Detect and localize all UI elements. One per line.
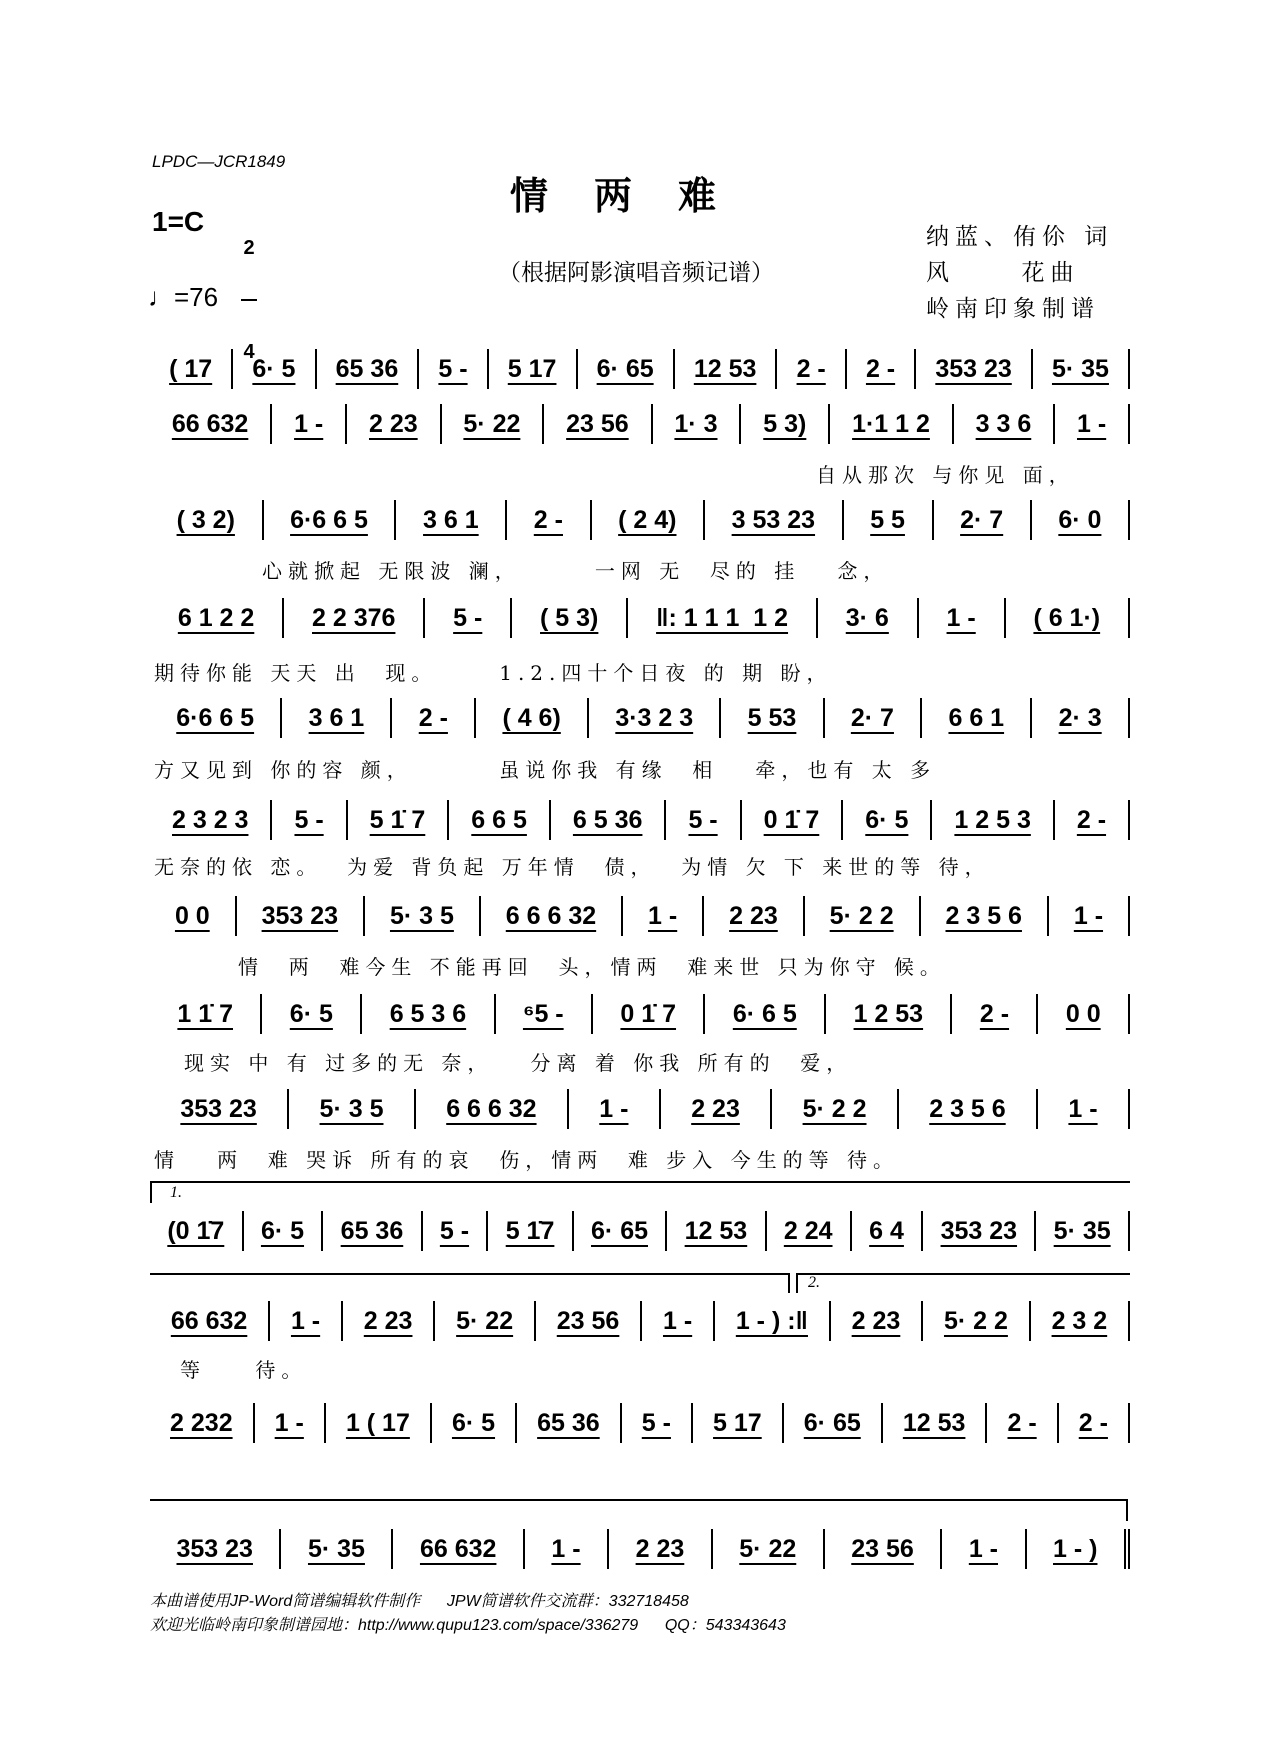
measure: 2· 7 (825, 698, 923, 738)
measure: 2 3 5 6 (899, 1089, 1038, 1129)
measure: 3·3 2 3 (589, 698, 721, 738)
measure: 0 1̇ 7 (593, 994, 705, 1034)
score-row (150, 1403, 1130, 1443)
volta-2-line (796, 1273, 1130, 1275)
measure: 2 23 (704, 896, 805, 936)
measure: 5 - (423, 1211, 489, 1251)
measure: 2 - (1059, 1403, 1130, 1443)
measure: 6· 5 (843, 800, 932, 840)
measure: ( 17 (150, 349, 233, 389)
measure: 2 23 (661, 1089, 772, 1129)
lyricist-credit: 纳蓝、侑伱 词 (926, 224, 1114, 250)
composer-credit: 风 花曲 (926, 260, 1080, 286)
measure: 1 - (1055, 404, 1130, 444)
measure: 66 632 (150, 404, 272, 444)
measure: 353 23 (237, 896, 365, 936)
measure: 5· 22 (442, 404, 545, 444)
measure: ( 4 6) (476, 698, 589, 738)
measure: 5· 35 (1033, 349, 1130, 389)
measure: 6 6 5 (449, 800, 551, 840)
arranger-credit: 岭南印象制谱 (926, 296, 1100, 322)
volta-2-label: 2. (808, 1274, 820, 1291)
measure: 6· 5 (262, 994, 362, 1034)
measure: 6 5 36 (551, 800, 667, 840)
measure: 2 23 (609, 1529, 713, 1569)
measure: 12 53 (675, 349, 778, 389)
measure: ( 5 3) (512, 598, 628, 638)
measure: 1 - (1049, 896, 1130, 936)
measure: 1 - (942, 1529, 1026, 1569)
score-row (150, 500, 1130, 540)
measure: 3· 6 (818, 598, 919, 638)
measure: 12 53 (667, 1211, 766, 1251)
measure: 5 - (666, 800, 741, 840)
measure: 1 - (919, 598, 1006, 638)
measure: 6·6 6 5 (150, 698, 282, 738)
measure: 2· 7 (934, 500, 1032, 540)
measure: 1 - (569, 1089, 661, 1129)
measure: 23 56 (825, 1529, 943, 1569)
measure: 2 - (952, 994, 1038, 1034)
measure: 66 632 (393, 1529, 524, 1569)
score-code: LPDC—JCR1849 (152, 152, 286, 171)
measure: 1 - (642, 1301, 715, 1341)
key-signature: 1=C (152, 206, 205, 237)
measure: 353 23 (150, 1089, 289, 1129)
volta-1-line-cont (150, 1273, 790, 1275)
measure: 1·1 1 2 (830, 404, 954, 444)
measure: 23 56 (544, 404, 652, 444)
measure: 5· 3 5 (365, 896, 481, 936)
measure: 5· 2 2 (772, 1089, 899, 1129)
measure: 1 - (623, 896, 704, 936)
measure: 6· 5 (432, 1403, 517, 1443)
measure: 3 53 23 (705, 500, 844, 540)
measure: 2 - (847, 349, 916, 389)
measure: 353 23 (923, 1211, 1036, 1251)
score-row (150, 698, 1130, 738)
volta-2-hook (796, 1273, 798, 1293)
measure: 65 36 (317, 349, 420, 389)
measure: 5 17 (489, 349, 578, 389)
measure: 2 3 2 3 (150, 800, 272, 840)
measure: 5 3) (741, 404, 830, 444)
measure: 1 - (255, 1403, 326, 1443)
measure: 6· 5 (233, 349, 316, 389)
measure: 5· 2 2 (805, 896, 921, 936)
score-row (150, 404, 1130, 444)
tempo-marking: ♩=76 (148, 282, 219, 312)
score-row (150, 1529, 1130, 1569)
measure: 6·6 6 5 (264, 500, 397, 540)
measure: 2 - (392, 698, 476, 738)
measure: 2 - (987, 1403, 1058, 1443)
measure: ( 6 1·) (1006, 598, 1130, 638)
measure: 0 1̇ 7 (742, 800, 844, 840)
measure: 3 3 6 (954, 404, 1055, 444)
measure: 6· 0 (1032, 500, 1130, 540)
measure: 6 5 3 6 (362, 994, 495, 1034)
measure: 5· 22 (713, 1529, 825, 1569)
measure: 6· 6 5 (705, 994, 826, 1034)
measure: 1· 3 (653, 404, 742, 444)
volta-1-hook (150, 1181, 152, 1203)
measure: 6 6 6 32 (416, 1089, 569, 1129)
measure: 2 - (1055, 800, 1130, 840)
measure: 5 5 (844, 500, 934, 540)
measure: 5 1̇7 (488, 1211, 573, 1251)
measure: ( 3 2) (150, 500, 264, 540)
lyrics-line: 无奈的依 恋。 为爱 背负起 万年情 债， 为情 欠 下 来世的等 待， (154, 855, 991, 879)
measure: 1 - (525, 1529, 609, 1569)
lyrics-line: 心就掀起 无限波 澜， 一网 无 尽的 挂 念， (262, 559, 890, 583)
measure: 65 36 (517, 1403, 622, 1443)
lyrics-line: 期待你能 天天 出 现。 1.2.四十个日夜 的 期 盼， (154, 661, 833, 685)
score-row (150, 598, 1130, 638)
measure: 3 6 1 (396, 500, 507, 540)
measure: 6· 65 (784, 1403, 883, 1443)
measure: 6· 65 (574, 1211, 668, 1251)
measure: 6 4 (852, 1211, 923, 1251)
score-row (150, 800, 1130, 840)
measure: 2 232 (150, 1403, 255, 1443)
lyrics-line: 情 两 难 哭诉 所有的哀 伤，情两 难 步入 今生的等 待。 (154, 1148, 900, 1172)
subtitle: （根据阿影演唱音频记谱） (498, 260, 774, 286)
measure: 5· 22 (435, 1301, 536, 1341)
measure: (0 1̇7 (150, 1211, 244, 1251)
measure: 66 632 (150, 1301, 270, 1341)
measure: 1 - (272, 404, 347, 444)
measure: 2 23 (343, 1301, 435, 1341)
score-row (150, 896, 1130, 936)
score-row (150, 994, 1130, 1034)
measure: 0 0 (1038, 994, 1130, 1034)
measure: ( 2 4) (592, 500, 706, 540)
measure: 23 56 (536, 1301, 642, 1341)
volta-2-line-cont (150, 1499, 1128, 1501)
measure: 2· 3 (1032, 698, 1130, 738)
meter-top: 2 (243, 237, 255, 259)
measure: 5· 2 2 (923, 1301, 1031, 1341)
footer-line-1: 本曲谱使用JP-Word简谱编辑软件制作 JPW简谱软件交流群：332718458 (150, 1593, 689, 1610)
volta-1-label: 1. (170, 1184, 182, 1201)
measure: 1 - (1038, 1089, 1130, 1129)
measure: 2 - (777, 349, 846, 389)
measure: 5 - (425, 598, 512, 638)
lyrics-line: 情 两 难今生 不能再回 头，情两 难来世 只为你守 候。 (238, 955, 946, 979)
measure: 1 - (270, 1301, 343, 1341)
measure: ‖: 1 1 1 1 2 (628, 598, 818, 638)
measure: 6 6 6 32 (481, 896, 623, 936)
measure: 2 - (507, 500, 591, 540)
song-title: 情两难 (509, 173, 762, 218)
measure: 2 23 (347, 404, 441, 444)
score-row (150, 1211, 1130, 1251)
lyrics-line: 方又见到 你的容 颜， 虽说你我 有缘 相 牵，也有 太 多 (154, 758, 937, 782)
measure: 5· 35 (1036, 1211, 1130, 1251)
measure: 6 6 1 (922, 698, 1032, 738)
score-row (150, 349, 1130, 389)
volta-2-end (1126, 1499, 1128, 1521)
measure: 0 0 (150, 896, 237, 936)
footer-line-2: 欢迎光临岭南印象制谱园地：http://www.qupu123.com/space/336279 QQ：543343643 (150, 1617, 786, 1634)
score-row (150, 1089, 1130, 1129)
measure: 6 1 2 2 (150, 598, 284, 638)
measure: 353 23 (916, 349, 1033, 389)
measure: 5 1̇ 7 (348, 800, 450, 840)
measure: 65 36 (323, 1211, 422, 1251)
meter-bottom: 4 (243, 341, 255, 363)
volta-1-line (150, 1181, 1130, 1183)
measure: 353 23 (150, 1529, 281, 1569)
measure: 3 6 1 (282, 698, 392, 738)
measure: 5 17 (693, 1403, 784, 1443)
measure: 1 2 53 (826, 994, 952, 1034)
measure: 2 3 2 (1031, 1301, 1130, 1341)
score-row (150, 1301, 1130, 1341)
measure: 1 2 5 3 (932, 800, 1054, 840)
volta-1-end (788, 1273, 790, 1293)
measure: 5· 35 (281, 1529, 393, 1569)
measure: 2 3 5 6 (921, 896, 1049, 936)
measure: 2 2 376 (284, 598, 425, 638)
measure: 5 53 (721, 698, 824, 738)
measure: 5 - (419, 349, 488, 389)
meter-line (241, 299, 257, 301)
measure: 2 23 (831, 1301, 923, 1341)
measure: ⁶5 - (496, 994, 593, 1034)
lyrics-line: 自从那次 与你见 面， (816, 463, 1075, 487)
measure: 1 1̇ 7 (150, 994, 262, 1034)
measure: 5· 3 5 (289, 1089, 416, 1129)
measure: 6· 65 (578, 349, 675, 389)
lyrics-line: 现实 中 有 过多的无 奈， 分离 着 你我 所有的 爱， (184, 1051, 853, 1075)
measure: 2 24 (767, 1211, 852, 1251)
measure: 1 ( 17 (326, 1403, 432, 1443)
measure: 5 - (622, 1403, 693, 1443)
measure: 6· 5 (244, 1211, 324, 1251)
measure: 1 - ) (1027, 1529, 1130, 1569)
measure: 1 - ) :‖ (715, 1301, 831, 1341)
lyrics-line: 等 待。 (180, 1358, 308, 1382)
measure: 12 53 (883, 1403, 988, 1443)
measure: 5 - (272, 800, 347, 840)
